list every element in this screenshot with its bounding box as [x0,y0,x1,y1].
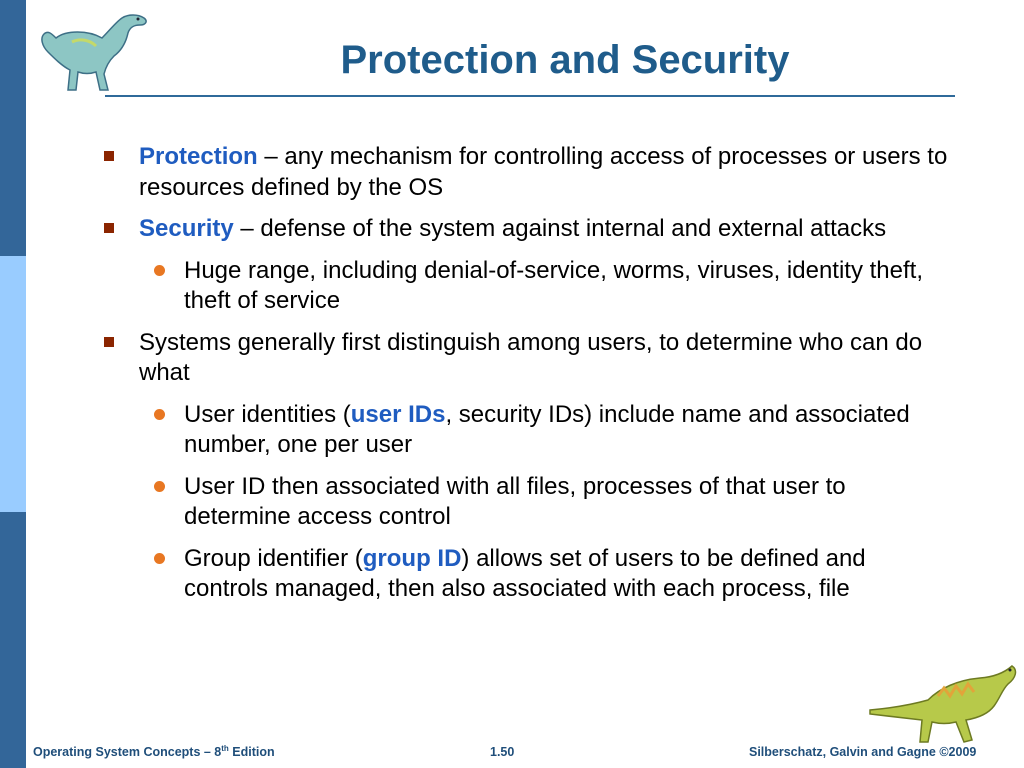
keyword-group-id: group ID [362,544,462,572]
square-bullet-icon [104,151,114,161]
bullet-protection [100,142,950,203]
sub-bullet-text-after: , security IDs) include name and associated number, one per user [184,400,910,458]
sub-bullet-attack-range [145,256,950,317]
sub-bullet-user-ids [145,400,950,461]
left-bar-top-segment [0,0,26,256]
round-bullet-icon [154,553,165,564]
page-number: 1.50 [490,745,515,759]
slide-title: Protection and Security [340,38,790,82]
footer-copyright: Silberschatz, Galvin and Gagne ©2009 [749,745,977,759]
left-bar-bottom-segment [0,512,26,768]
round-bullet-icon [154,481,165,492]
keyword-user-ids: user IDs [350,400,446,428]
bullet-text: Systems generally first distinguish among users, to determine who can do what [139,328,923,386]
bullet-users [100,328,950,389]
bullet-text: – defense of the system against internal and external attacks [233,215,887,242]
square-bullet-icon [104,337,114,347]
footer-edition-superscript: th [221,743,229,753]
round-bullet-icon [154,409,165,420]
square-bullet-icon [104,223,114,233]
bullet-security [100,214,950,245]
sub-bullet-text-before: Group identifier ( [184,544,363,572]
title-divider [105,95,955,97]
keyword-protection: Protection [139,143,258,170]
sub-bullet-group-id [145,544,950,605]
sub-bullet-text-after: ) allows set of users to be defined and controls managed, then also associated with each process, file [184,544,866,602]
round-bullet-icon [154,265,165,276]
bullet-text: – any mechanism for controlling access of processes or users to resources defined by the OS [139,143,948,201]
footer-book-title-prefix: Operating System Concepts – 8 [33,745,222,759]
sub-bullet-text: User ID then associated with all files, processes of that user to determine access control [184,472,846,530]
sub-bullet-text: Huge range, including denial-of-service, worms, viruses, identity theft, theft of service [184,256,924,314]
dinosaur-footer-icon [862,658,1022,748]
slide-body [100,142,950,616]
dinosaur-logo-icon [36,8,156,98]
sub-bullet-text-before: User identities ( [184,400,351,428]
sub-bullet-user-id-association [145,472,950,533]
left-bar-middle-segment [0,256,26,512]
footer-book-title-suffix: Edition [228,745,275,759]
left-decorative-bar [0,0,26,768]
footer-book-title [33,745,275,759]
keyword-security: Security [139,215,234,242]
